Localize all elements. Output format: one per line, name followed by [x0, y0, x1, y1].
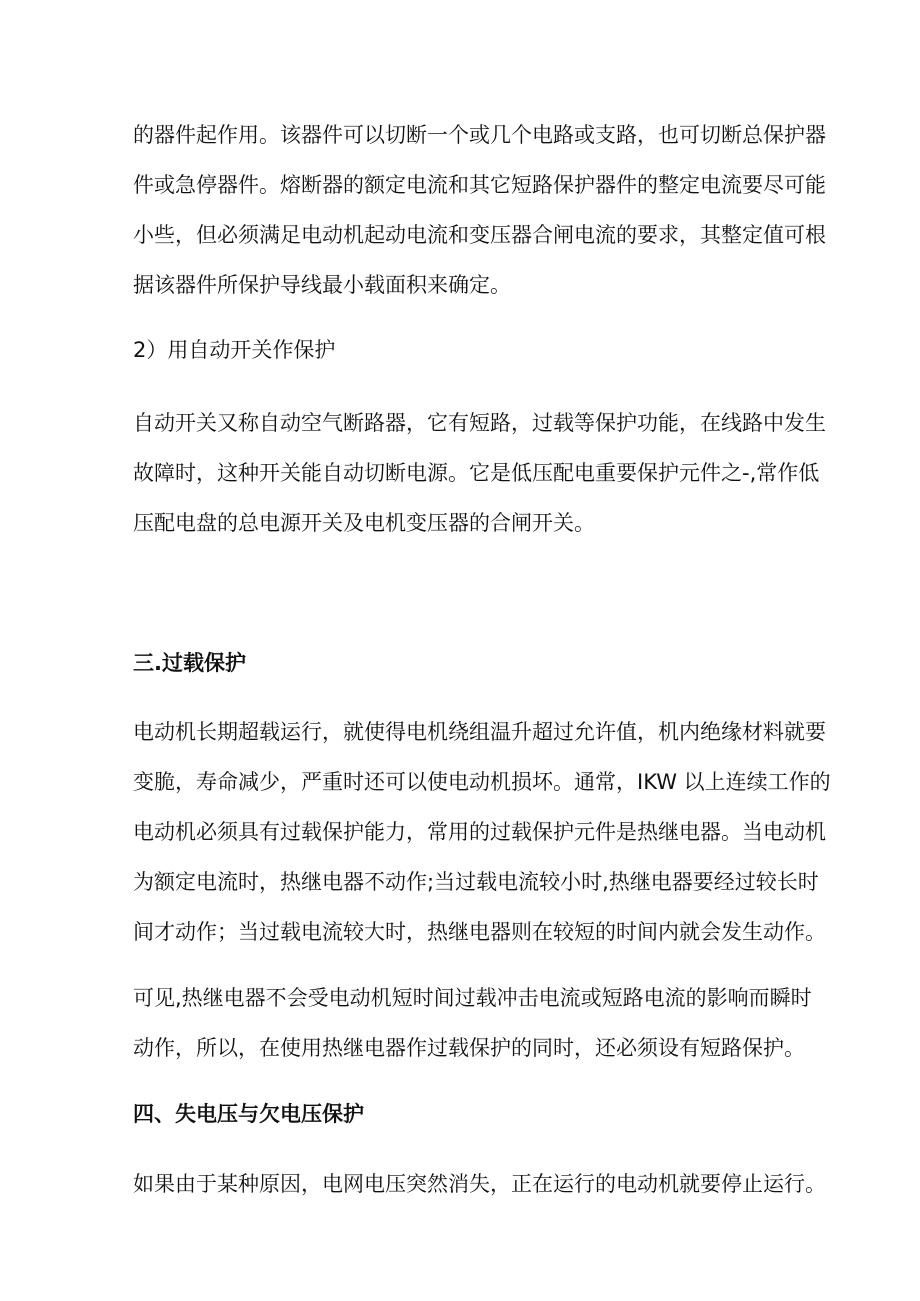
paragraph-3-line-3: 电动机必须具有过载保护能力，常用的过载保护元件是热继电器。当电动机	[133, 820, 826, 844]
paragraph-4-line-1: 可见,热继电器不会受电动机短时间过载冲击电流或短路电流的影响而瞬时	[133, 986, 812, 1010]
paragraph-1-line-2: 件或急停器件。熔断器的额定电流和其它短路保护器件的整定电流要尽可能	[133, 173, 826, 197]
section-3-heading: 三.过载保护	[133, 651, 246, 675]
paragraph-3-line-2: 变脆，寿命减少，严重时还可以使电动机损坏。通常，IKW 以上连续工作的	[133, 770, 831, 794]
section-4-heading: 四、失电压与欠电压保护	[133, 1102, 364, 1126]
paragraph-1-line-1: 的器件起作用。该器件可以切断一个或几个电路或支路，也可切断总保护器	[133, 123, 826, 147]
paragraph-3-line-4: 为额定电流时，热继电器不动作;当过载电流较小时,热继电器要经过较长时	[133, 870, 819, 894]
paragraph-1-line-3: 小些，但必须满足电动机起动电流和变压器合闸电流的要求，其整定值可根	[133, 223, 826, 247]
paragraph-5-line-1: 如果由于某种原因，电网电压突然消失，正在运行的电动机就要停止运行。	[133, 1172, 826, 1196]
paragraph-3-line-1: 电动机长期超载运行，就使得电机绕组温升超过允许值，机内绝缘材料就要	[133, 720, 826, 744]
paragraph-4-line-2: 动作，所以，在使用热继电器作过载保护的同时，还必须设有短路保护。	[133, 1036, 805, 1060]
paragraph-2-line-2: 故障时，这种开关能自动切断电源。它是低压配电重要保护元件之-,常作低	[133, 461, 820, 485]
paragraph-2-line-1: 自动开关又称自动空气断路器，它有短路，过载等保护功能，在线路中发生	[133, 411, 826, 435]
paragraph-1-line-4: 据该器件所保护导线最小载面积来确定。	[133, 273, 511, 297]
paragraph-3-line-5: 间才动作；当过载电流较大时，热继电器则在较短的时间内就会发生动作。	[133, 920, 826, 944]
subheading-auto-switch: 2）用自动开关作保护	[133, 338, 336, 362]
paragraph-2-line-3: 压配电盘的总电源开关及电机变压器的合闸开关。	[133, 511, 595, 535]
